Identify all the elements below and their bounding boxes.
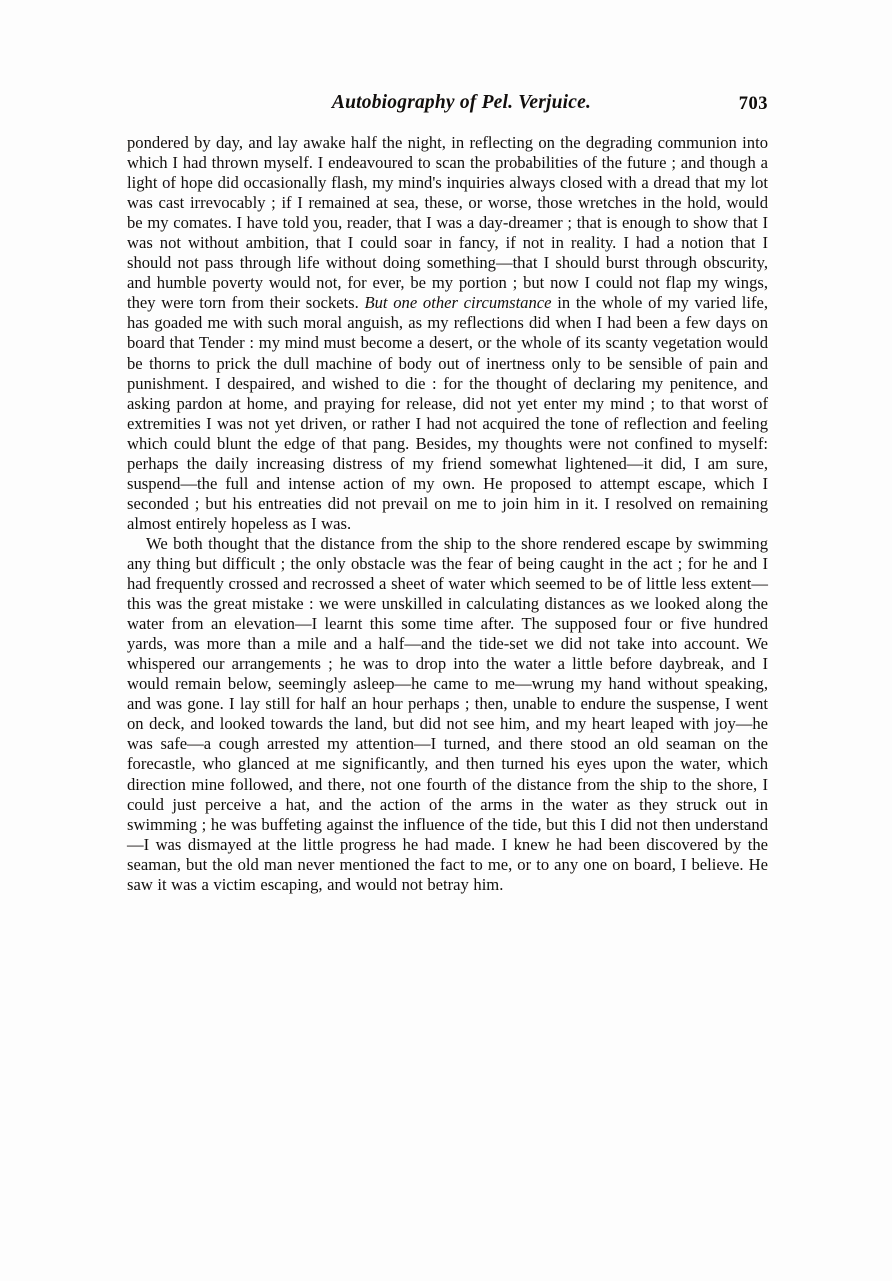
body-text-block <box>127 133 768 895</box>
running-head <box>127 92 768 120</box>
paragraph-2 <box>127 534 768 895</box>
page-number: 703 <box>738 94 768 114</box>
paragraph-1-italic-phrase: But one other circumstance <box>364 293 552 313</box>
paragraph-1-text-after-italic: in the whole of my varied life, has goaded me with such moral anguish, as my reflections did when I had been a few days on board that Tender : my mind must become a desert, or the whole of its scanty vegetation would be thorns to prick the dull machine of body out of inertness only to be sensible of pain and punishment. I despaired, and wished to die : for the thought of declaring my penitence, and asking pardon at home, and praying for release, did not yet enter my mind ; to that worst of extremities I was not yet driven, or rather I had not acquired the tone of reflection and feeling which could blunt the edge of that pang. Besides, my thoughts were not confined to myself: perhaps the daily increasing distress of my friend somewhat lightened—it did, I am sure, suspend—the full and intense action of my own. He proposed to attempt escape, which I seconded ; but his entreaties did not prevail on me to join him in it. I resolved on remaining almost entirely hopeless as I was. <box>127 293 768 533</box>
paragraph-1 <box>127 133 768 534</box>
paragraph-1-text-before-italic: pondered by day, and lay awake half the night, in reflecting on the degrading communion into which I had thrown myself. I endeavoured to scan the probabilities of the future ; and though a light of hope did occasionally flash, my mind's inquiries always closed with a dread that my lot was cast irrevocably ; if I remained at sea, these, or worse, those wretches in the hold, would be my comates. I have told you, reader, that I was a day-dreamer ; that is enough to show that I was not without ambition, that I could soar in fancy, if not in reality. I had a notion that I should not pass through life without doing something—that I should burst through obscurity, and humble poverty would not, for ever, be my portion ; but now I could not flap my wings, they were torn from their sockets. <box>127 133 768 313</box>
paragraph-2-text: We both thought that the distance from the ship to the shore rendered escape by swimming any thing but difficult ; the only obstacle was the fear of being caught in the act ; for he and I had frequently crossed and recrossed a sheet of water which seemed to be of little less extent—this was the great mistake : we were unskilled in calculating distances as we looked along the water from an elevation—I learnt this some time after. The supposed four or five hundred yards, was more than a mile and a half—and the tide-set we did not take into account. We whispered our arrangements ; he was to drop into the water a little before daybreak, and I would remain below, seemingly asleep—he came to me—wrung my hand without speaking, and was gone. I lay still for half an hour perhaps ; then, unable to endure the suspense, I went on deck, and looked towards the land, but did not see him, and my heart leaped with joy—he was safe—a cough arrested my attention—I turned, and there stood an old seaman on the forecastle, who glanced at me significantly, and then turned his eyes upon the water, which direction mine followed, and there, not one fourth of the distance from the ship to the shore, I could just perceive a hat, and the action of the arms in the water as they struck out in swimming ; he was buffeting against the influence of the tide, but this I did not then understand—I was dismayed at the little progress he had made. I knew he had been discovered by the seaman, but the old man never mentioned the fact to me, or to any one on board, I believe. He saw it was a victim escaping, and would not betray him. <box>127 533 768 894</box>
running-head-title: Autobiography of Pel. Verjuice. <box>331 92 592 113</box>
